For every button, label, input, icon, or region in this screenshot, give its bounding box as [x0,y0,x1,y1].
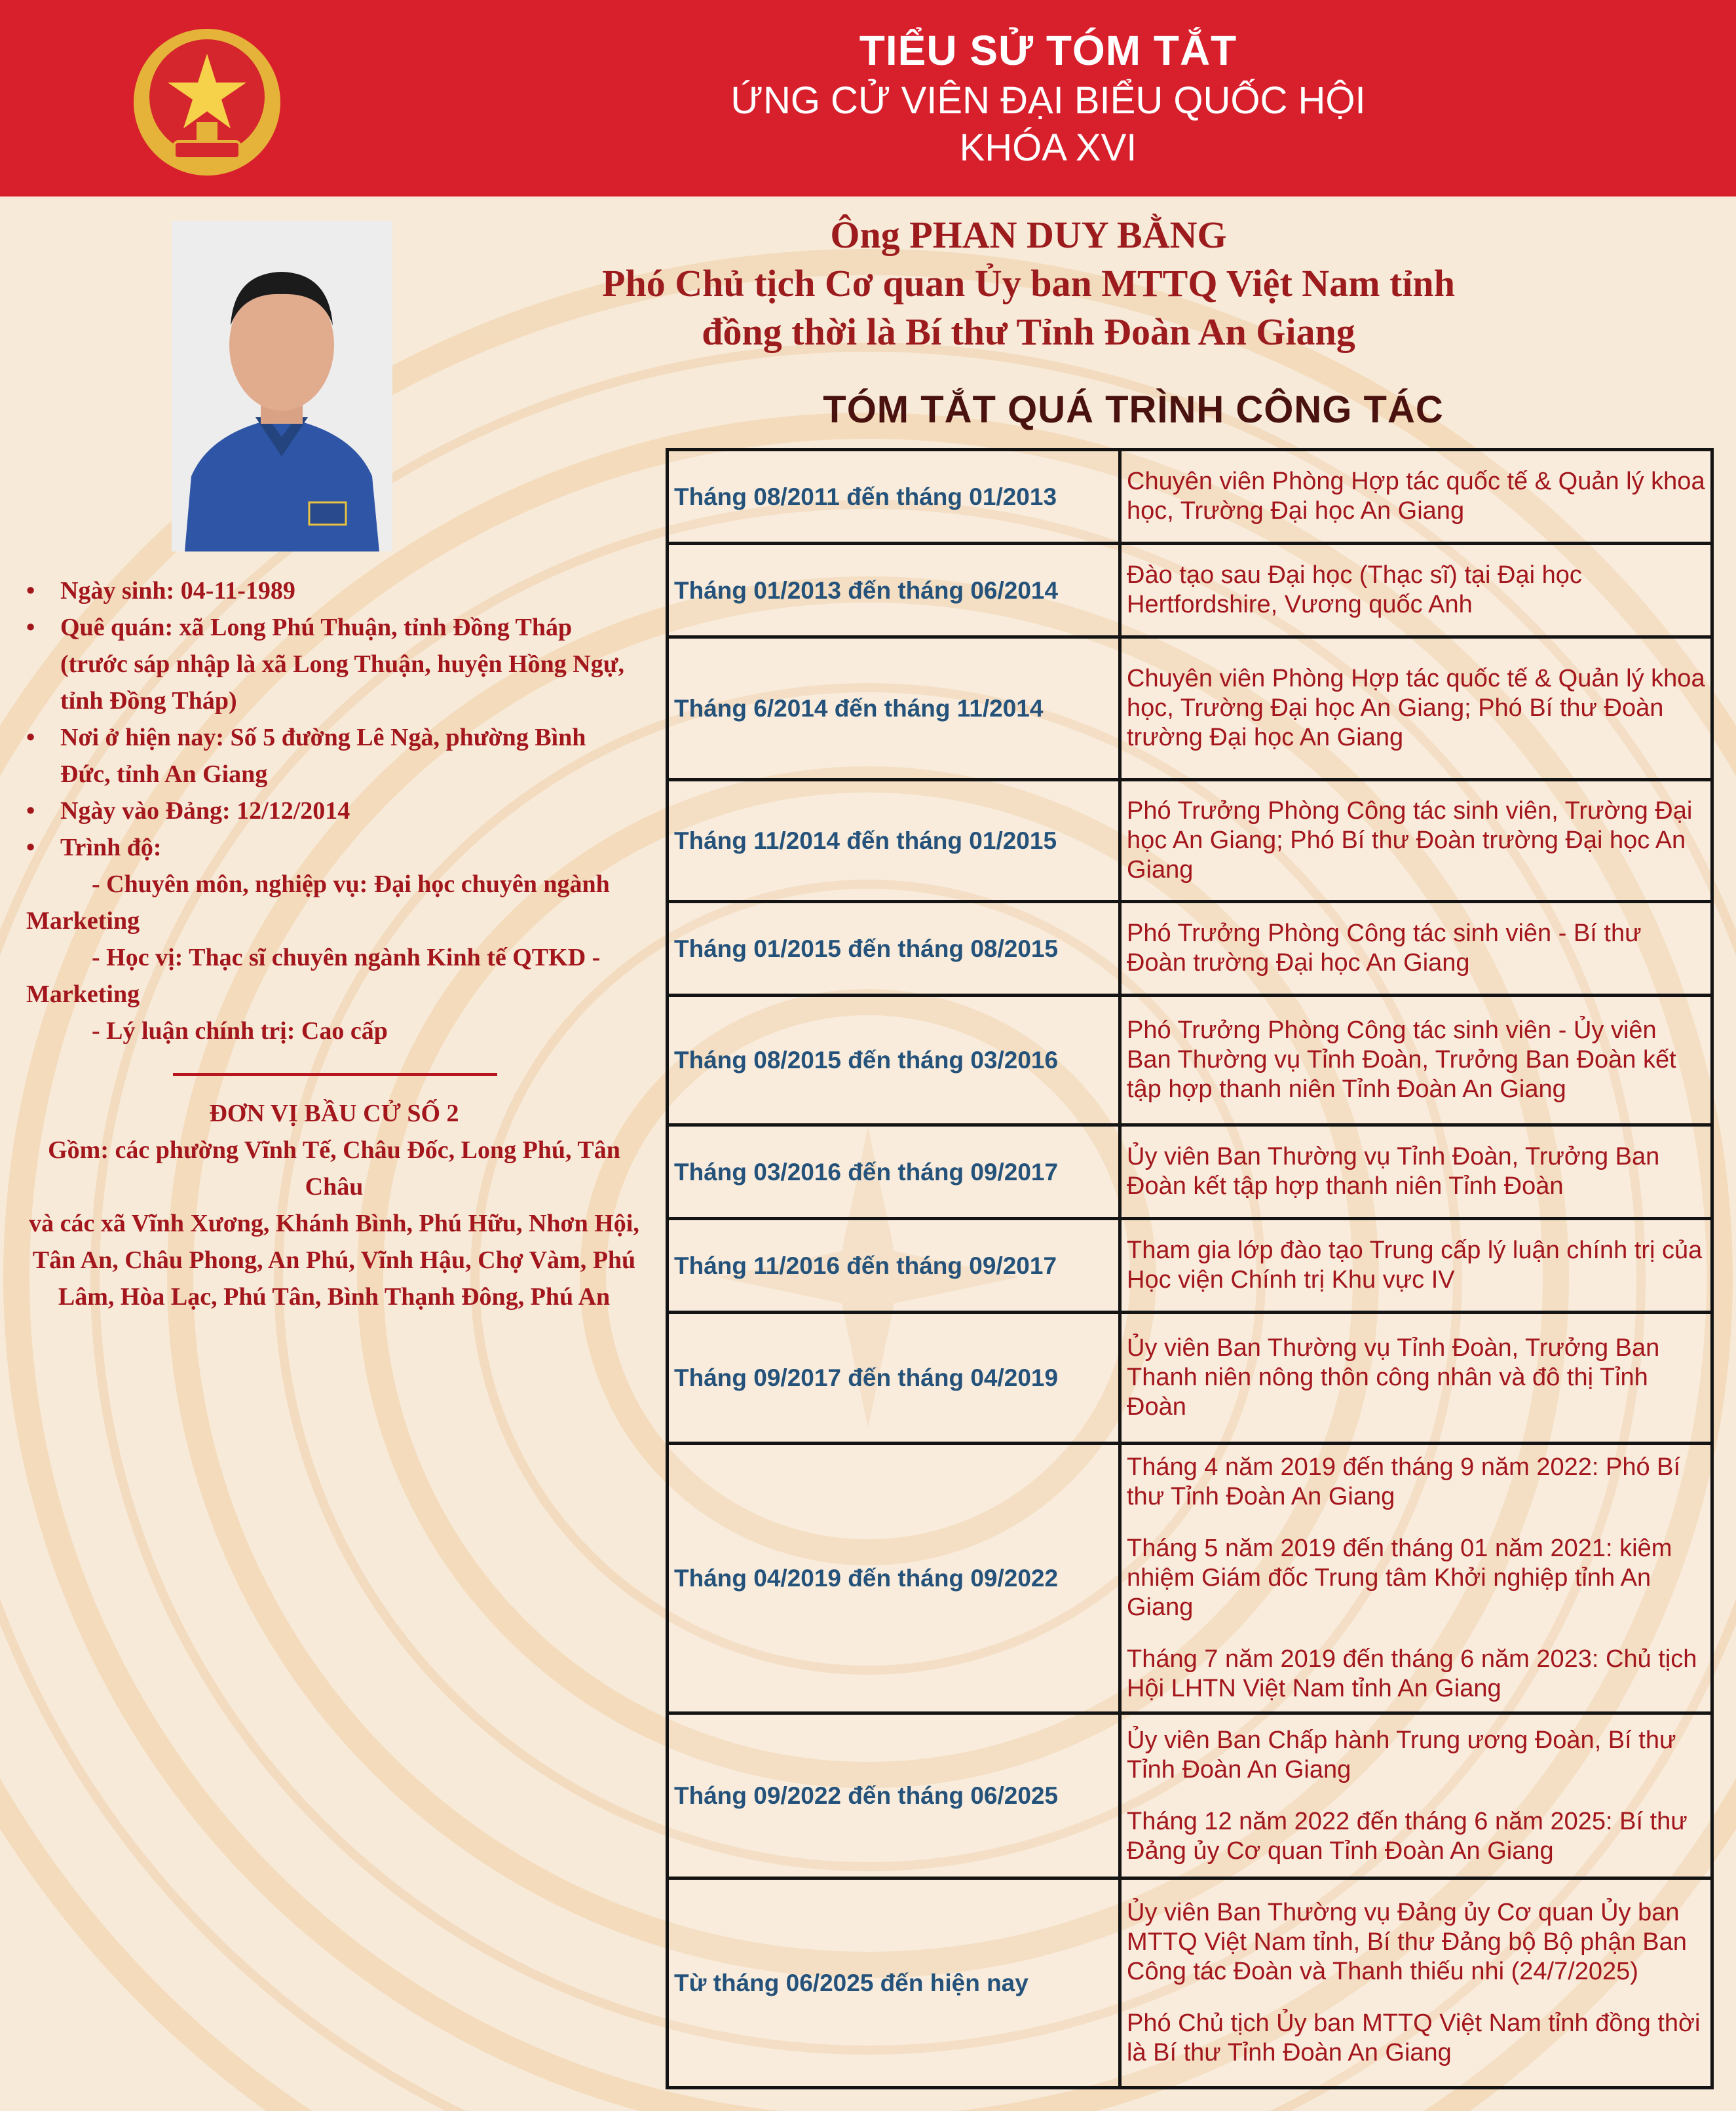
constituency-block [26,1095,642,1315]
career-table [666,448,1714,2089]
info-hometown-text: Quê quán: xã Long Phú Thuận, tỉnh Đồng Tháp (trước sáp nhập là xã Long Thuận, huyện Hồng Ngự, tỉnh Đồng Tháp) [60,614,625,715]
bullet-icon: • [26,614,35,641]
constituency-communes: và các xã Vĩnh Xương, Khánh Bình, Phú Hữu, Nhơn Hội, Tân An, Châu Phong, An Phú, Vĩnh Hậu, Chợ Vàm, Phú Lâm, Hòa Lạc, Phú Tân, Bình Thạnh Đông, Phú An [29,1210,639,1311]
constituency-wards: Gồm: các phường Vĩnh Tế, Châu Đốc, Long Phú, Tân Châu [48,1136,620,1201]
info-birth-text: Ngày sinh: 04-11-1989 [60,577,295,605]
table-row [668,902,1712,996]
description-cell [1120,1125,1712,1219]
personal-info [26,572,642,1049]
candidate-portrait [172,221,392,551]
candidate-position-line-2: đồng thời là Bí thư Tỉnh Đoàn An Giang [702,310,1355,353]
description-cell [1120,780,1712,902]
period-cell: Tháng 09/2017 đến tháng 04/2019 [668,1313,1120,1444]
description-cell [1120,544,1712,637]
info-party-text: Ngày vào Đảng: 12/12/2014 [60,797,350,825]
candidate-position-line-1: Phó Chủ tịch Cơ quan Ủy ban MTTQ Việt Nam tỉnh [602,262,1455,305]
info-birth [26,572,642,609]
description-text: Phó Trưởng Phòng Công tác sinh viên, Trường Đại học An Giang; Phó Bí thư Đoàn trường Đại học An Giang [1127,797,1693,884]
period-cell: Tháng 6/2014 đến tháng 11/2014 [668,637,1120,780]
bullet-icon: • [26,577,35,605]
table-row [668,544,1712,637]
description-cell [1120,996,1712,1125]
description-text: Đào tạo sau Đại học (Thạc sĩ) tại Đại học Hertfordshire, Vương quốc Anh [1127,561,1582,618]
description-text: Ủy viên Ban Thường vụ Đảng ủy Cơ quan Ủy ban MTTQ Việt Nam tỉnh, Bí thư Đảng bộ Bộ phận Ban Công tác Đoàn và Thanh thiếu nhi (24/7/2025) [1127,1899,1687,1985]
table-row [668,1313,1712,1444]
description-cell [1120,902,1712,996]
constituency-title: ĐƠN VỊ BẦU CỬ SỐ 2 [209,1100,459,1127]
table-row [668,637,1712,780]
description-text: Tham gia lớp đào tạo Trung cấp lý luận chính trị của Học viện Chính trị Khu vực IV [1127,1237,1703,1294]
info-education [26,829,642,866]
description-text: Phó Chủ tịch Ủy ban MTTQ Việt Nam tỉnh đồng thời là Bí thư Tỉnh Đoàn An Giang [1127,2009,1701,2066]
table-row [668,996,1712,1125]
career-heading: TÓM TẮT QUÁ TRÌNH CÔNG TÁC [823,388,1444,431]
table-row [668,1878,1712,2088]
description-text: Ủy viên Ban Thường vụ Tỉnh Đoàn, Trưởng Ban Đoàn kết tập hợp thanh niên Tỉnh Đoàn [1127,1143,1660,1200]
bullet-icon: • [26,797,35,825]
period-cell: Tháng 01/2015 đến tháng 08/2015 [668,902,1120,996]
portrait-illustration [172,221,392,551]
description-text: Tháng 7 năm 2019 đến tháng 6 năm 2023: Chủ tịch Hội LHTN Việt Nam tỉnh An Giang [1127,1645,1697,1702]
info-residence-text: Nơi ở hiện nay: Số 5 đường Lê Ngà, phường Bình Đức, tỉnh An Giang [60,724,586,788]
divider [173,1073,497,1076]
description-text: Ủy viên Ban Thường vụ Tỉnh Đoàn, Trưởng Ban Thanh niên nông thôn công nhân và đô thị Tỉnh Đoàn [1127,1334,1660,1421]
period-cell: Tháng 11/2014 đến tháng 01/2015 [668,780,1120,902]
description-text: Chuyên viên Phòng Hợp tác quốc tế & Quản lý khoa học, Trường Đại học An Giang [1127,468,1705,525]
period-cell: Tháng 04/2019 đến tháng 09/2022 [668,1444,1120,1713]
period-cell: Tháng 09/2022 đến tháng 06/2025 [668,1713,1120,1878]
description-text: Ủy viên Ban Chấp hành Trung ương Đoàn, Bí thư Tỉnh Đoàn An Giang [1127,1726,1676,1784]
info-education-label: Trình độ: [60,834,162,861]
table-row [668,1444,1712,1713]
table-row [668,1713,1712,1878]
info-party [26,793,642,829]
header-title [590,24,1507,172]
header-line-1: TIỂU SỬ TÓM TẮT [859,27,1237,74]
description-cell [1120,1713,1712,1878]
table-row [668,780,1712,902]
description-cell [1120,1878,1712,2088]
candidate-title-block [511,211,1546,356]
description-text: Tháng 4 năm 2019 đến tháng 9 năm 2022: Phó Bí thư Tỉnh Đoàn An Giang [1127,1453,1681,1510]
info-hometown [26,609,642,719]
candidate-name: Ông PHAN DUY BẰNG [830,214,1227,256]
national-emblem-icon [128,24,286,181]
description-text: Tháng 12 năm 2022 đến tháng 6 năm 2025: Bí thư Đảng ủy Cơ quan Tỉnh Đoàn An Giang [1127,1807,1688,1865]
header-line-3: KHÓA XVI [959,126,1137,169]
description-cell [1120,450,1712,544]
description-cell [1120,1444,1712,1713]
period-cell: Tháng 01/2013 đến tháng 06/2014 [668,544,1120,637]
description-cell [1120,1219,1712,1313]
header-banner [0,0,1736,196]
description-text: Phó Trưởng Phòng Công tác sinh viên - Ủy viên Ban Thường vụ Tỉnh Đoàn, Trưởng Ban Đoàn kết tập hợp thanh niên Tỉnh Đoàn An Giang [1127,1017,1676,1103]
info-specialty: - Chuyên môn, nghiệp vụ: Đại học chuyên ngành Marketing [26,870,610,935]
table-row [668,1219,1712,1313]
info-politics: - Lý luận chính trị: Cao cấp [92,1017,388,1045]
period-cell: Tháng 11/2016 đến tháng 09/2017 [668,1219,1120,1313]
description-text: Tháng 5 năm 2019 đến tháng 01 năm 2021: kiêm nhiệm Giám đốc Trung tâm Khởi nghiệp tỉnh An Giang [1127,1535,1672,1621]
description-cell [1120,1313,1712,1444]
period-cell: Từ tháng 06/2025 đến hiện nay [668,1878,1120,2088]
table-row [668,1125,1712,1219]
period-cell: Tháng 08/2015 đến tháng 03/2016 [668,996,1120,1125]
period-cell: Tháng 03/2016 đến tháng 09/2017 [668,1125,1120,1219]
description-text: Phó Trưởng Phòng Công tác sinh viên - Bí thư Đoàn trường Đại học An Giang [1127,920,1642,977]
bullet-icon: • [26,834,35,861]
info-degree: - Học vị: Thạc sĩ chuyên ngành Kinh tế QTKD - Marketing [26,944,601,1008]
bullet-icon: • [26,724,35,751]
info-residence [26,719,642,793]
description-text: Chuyên viên Phòng Hợp tác quốc tế & Quản lý khoa học, Trường Đại học An Giang; Phó Bí thư Đoàn trường Đại học An Giang [1127,665,1705,751]
period-cell: Tháng 08/2011 đến tháng 01/2013 [668,450,1120,544]
header-line-2: ỨNG CỬ VIÊN ĐẠI BIỂU QUỐC HỘI [730,79,1366,122]
table-row [668,450,1712,544]
description-cell [1120,637,1712,780]
